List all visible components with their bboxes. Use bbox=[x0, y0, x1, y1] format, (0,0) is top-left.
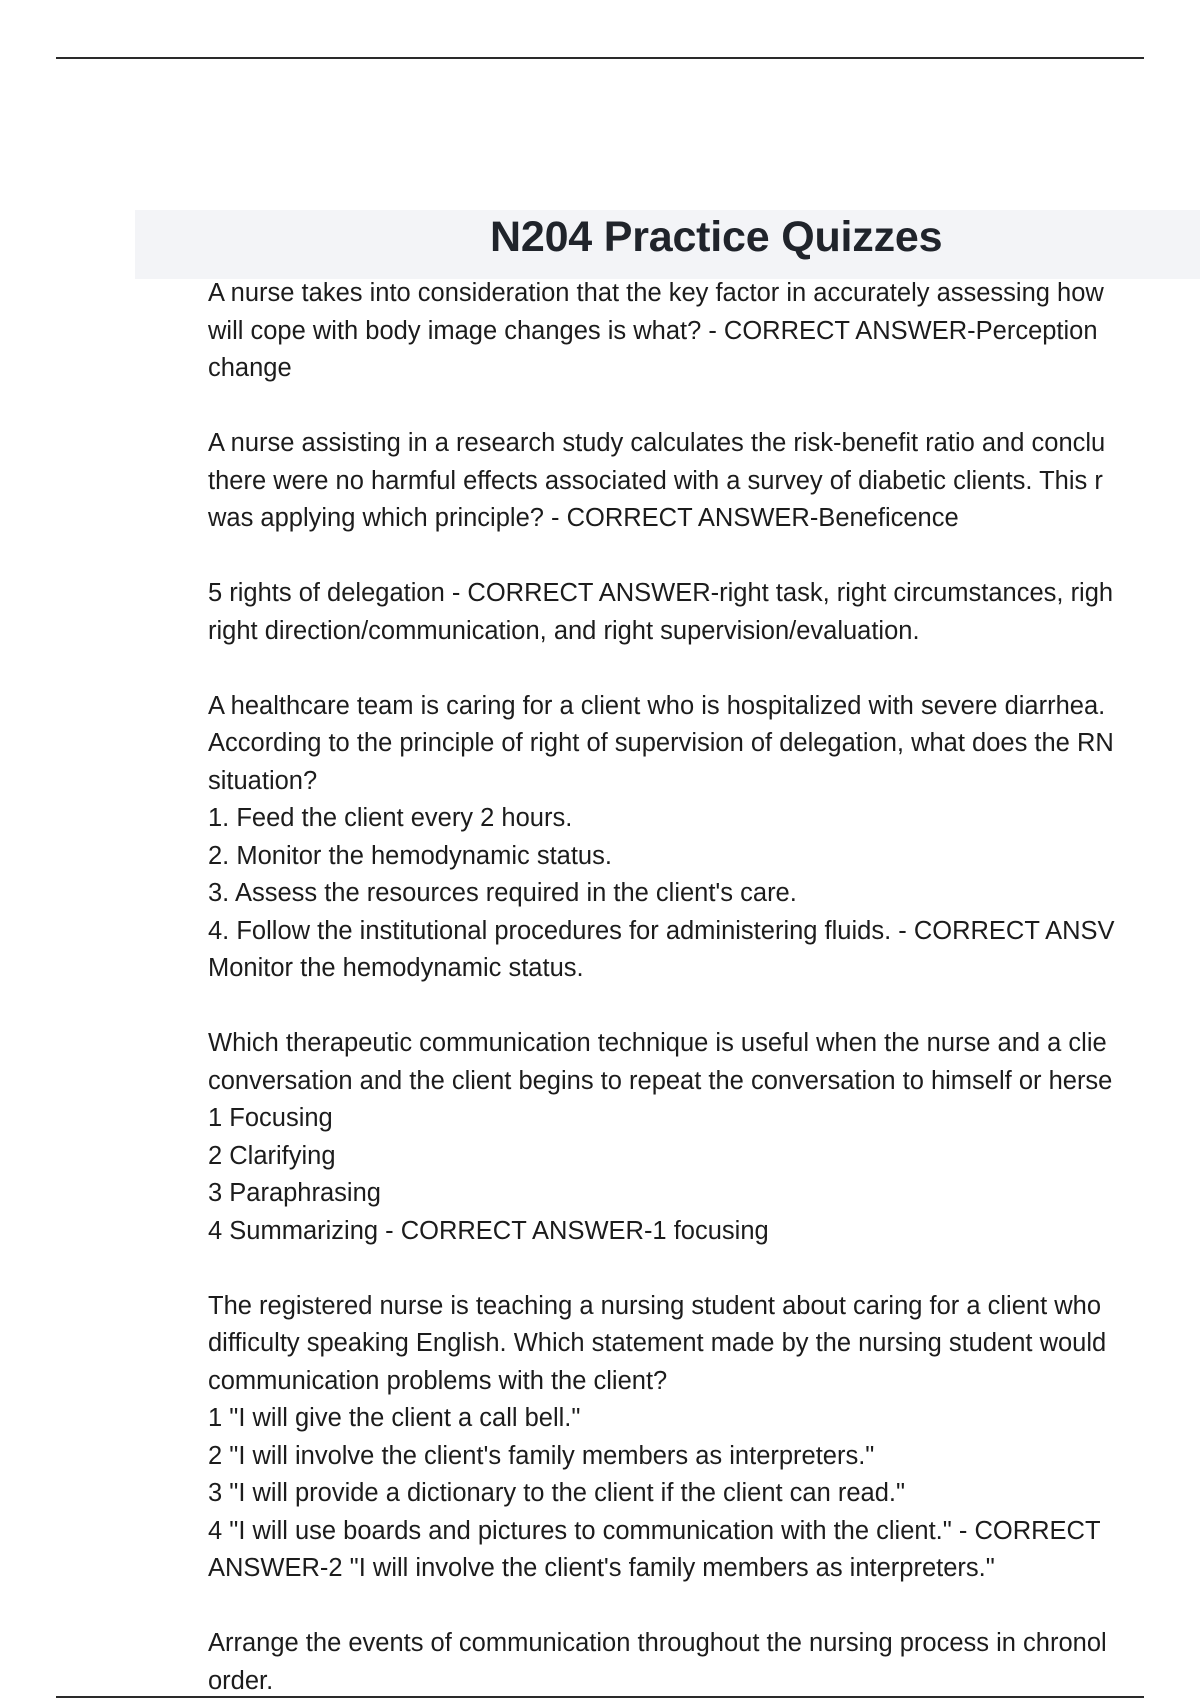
answer-option: 3 Paraphrasing bbox=[208, 1179, 381, 1207]
text-line: conversation and the client begins to repeat the conversation to himself or herse bbox=[208, 1066, 1113, 1095]
text-line: 5 rights of delegation - CORRECT ANSWER-right task, right circumstances, righ bbox=[208, 579, 1114, 607]
text-line: The registered nurse is teaching a nursing student about caring for a client who bbox=[208, 1291, 1102, 1320]
bottom-rule bbox=[56, 1696, 1144, 1698]
text-line: ANSWER-2 "I will involve the client's family members as interpreters." bbox=[208, 1554, 995, 1582]
answer-option: 4 "I will use boards and pictures to communication with the client." - CORRECT bbox=[208, 1516, 1101, 1545]
paragraph-gap bbox=[208, 1588, 1200, 1626]
text-line: According to the principle of right of supervision of delegation, what does the RN bbox=[208, 729, 1114, 757]
text-line: order. bbox=[208, 1666, 274, 1695]
text-line: was applying which principle? - CORRECT ANSWER-Beneficence bbox=[208, 504, 959, 532]
paragraph-gap bbox=[208, 650, 1200, 688]
document-body bbox=[208, 275, 1200, 1700]
text-line: Which therapeutic communication technique is useful when the nurse and a clie bbox=[208, 1029, 1107, 1057]
text-line: there were no harmful effects associated with a survey of diabetic clients. This r bbox=[208, 466, 1103, 495]
qa-block bbox=[208, 575, 1200, 650]
paragraph-gap bbox=[208, 388, 1200, 426]
text-line: A nurse takes into consideration that the key factor in accurately assessing how bbox=[208, 279, 1104, 307]
answer-option: 3 "I will provide a dictionary to the client if the client can read." bbox=[208, 1479, 906, 1507]
answer-option: 1 Focusing bbox=[208, 1104, 333, 1132]
qa-block bbox=[208, 275, 1200, 388]
page-title: N204 Practice Quizzes bbox=[490, 213, 943, 261]
text-line: communication problems with the client? bbox=[208, 1366, 668, 1395]
text-line: right direction/communication, and right supervision/evaluation. bbox=[208, 616, 920, 645]
answer-option: 2 "I will involve the client's family members as interpreters." bbox=[208, 1441, 875, 1470]
text-line: situation? bbox=[208, 766, 318, 795]
qa-block bbox=[208, 688, 1200, 988]
answer-option: 1 "I will give the client a call bell." bbox=[208, 1404, 581, 1432]
text-line: Monitor the hemodynamic status. bbox=[208, 954, 584, 982]
text-line: change bbox=[208, 354, 292, 382]
answer-option: 2. Monitor the hemodynamic status. bbox=[208, 841, 612, 870]
answer-option: 2 Clarifying bbox=[208, 1141, 336, 1170]
paragraph-gap bbox=[208, 988, 1200, 1026]
qa-block bbox=[208, 1288, 1200, 1588]
text-line: A nurse assisting in a research study calculates the risk-benefit ratio and conclu bbox=[208, 429, 1106, 457]
answer-option: 4 Summarizing - CORRECT ANSWER-1 focusing bbox=[208, 1216, 769, 1245]
answer-option: 3. Assess the resources required in the client's care. bbox=[208, 879, 797, 907]
text-line: Arrange the events of communication throughout the nursing process in chronol bbox=[208, 1629, 1107, 1657]
answer-option: 4. Follow the institutional procedures for administering fluids. - CORRECT ANSV bbox=[208, 916, 1115, 945]
text-line: difficulty speaking English. Which statement made by the nursing student would bbox=[208, 1329, 1107, 1357]
paragraph-gap bbox=[208, 1250, 1200, 1288]
answer-option: 1. Feed the client every 2 hours. bbox=[208, 804, 573, 832]
text-line: A healthcare team is caring for a client who is hospitalized with severe diarrhea. bbox=[208, 691, 1106, 720]
top-rule bbox=[56, 57, 1144, 59]
text-line: will cope with body image changes is what? - CORRECT ANSWER-Perception bbox=[208, 316, 1098, 345]
qa-block bbox=[208, 1625, 1200, 1700]
qa-block bbox=[208, 425, 1200, 538]
paragraph-gap bbox=[208, 538, 1200, 576]
qa-block bbox=[208, 1025, 1200, 1250]
